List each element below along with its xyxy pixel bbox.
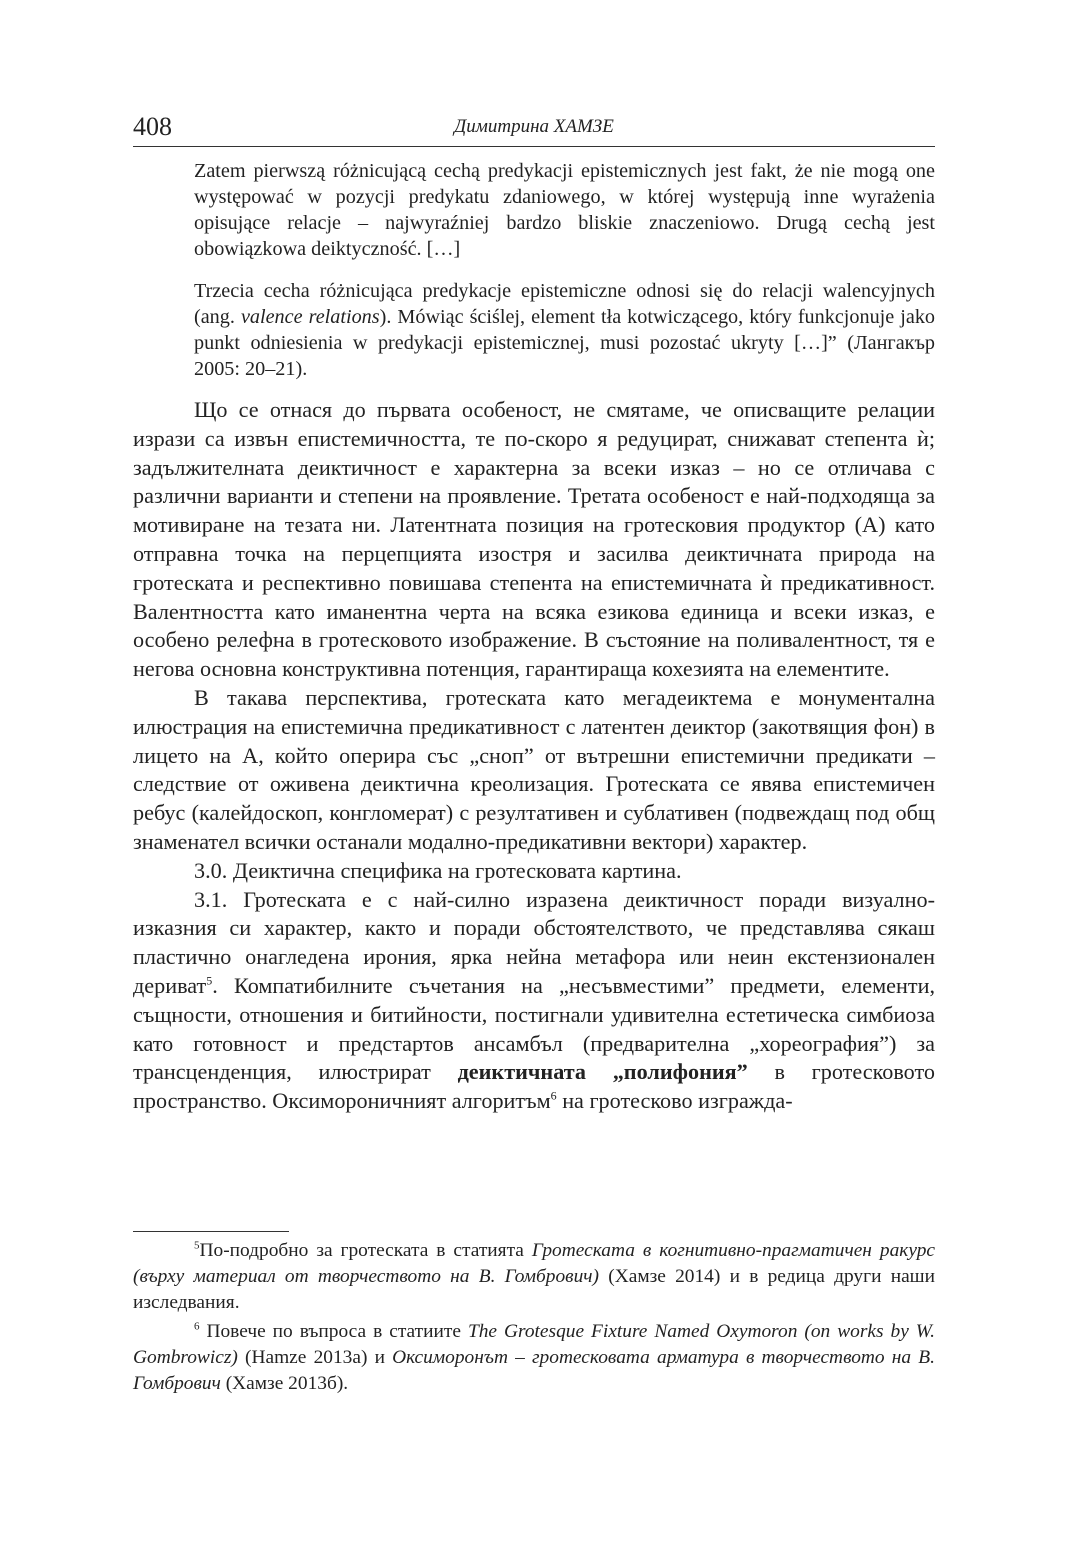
section-heading-3-0: 3.0. Деиктична специфика на гротесковата картина.	[194, 857, 682, 883]
footnote-ref-5[interactable]: 5	[206, 973, 213, 988]
body-text-span: 3.1. Гротеската е с най-силно изразена деиктичност поради визуално-изказния си характер, както и поради обстоятелството, че представлява сякаш пластично онагледена ирония, ярка нейна метафора или неин екстензионален дериват	[133, 886, 935, 998]
quote-text: Trzecia cecha różnicująca predykacje epistemiczne odnosi się do relacji walencyjnych (ang.	[194, 280, 935, 328]
body-text-span: на гротесково изгражда-	[556, 1088, 793, 1114]
footnote-6	[133, 1319, 935, 1397]
body-paragraph-2: В такава перспектива, гротеската като мегадеиктема е монументална илюстрация на епистемична предикативност с латентен деиктор (закотвящия фон) в лицето на А, който оперира със „сноп” от вътрешни епистемични предикати – следствие от оживена деиктична креолизация. Гротеската се явява епистемичен ребус (калейдоскоп, конгломерат) с резултативен и сублативен (подвеждащ под общ знаменател всички останали модално-предикативни вектори) характер.	[133, 684, 935, 854]
body-text	[133, 396, 935, 1116]
quote-text: ). Mówiąc ściślej, element tła kotwiczącego, który funkcjonuje jako punkt odniesienia w predykacji epistemicznej, musi pozostać ukryty […]” (Лангакър 2005: 20–21).	[194, 306, 936, 380]
footnote-text: (Hamze 2013a) и	[237, 1347, 393, 1368]
footnote-italic-title: The Grotesque Fixture Named Oxymoron (on works by W. Gombrowicz)	[133, 1321, 935, 1368]
footnote-5	[133, 1238, 935, 1316]
body-text-span: в гротесковото пространство. Оксимороничният алгоритъм	[133, 1059, 935, 1114]
body-paragraph-3-1	[133, 886, 935, 1116]
body-paragraph-1: Що се отнася до първата особеност, не смятаме, че описващите релации изрази са извън епистемичността, те по-скоро я редуцират, снижават степента ѝ; задължителната деиктичност е характерна за всеки изказ – но се отличава с различни варианти и степени на проявление. Третата особеност е най-подходяща за мотивиране на тезата ни. Латентната позиция на гротесковия продуктор (А) като отправна точка на перцепцията изостря и засилва деиктичната природа на гротеската и респективно повишава степента на епистемичната ѝ предикативност. Валентността като иманентна черта на всяка езикова единица и всеки изказ, е особено релефна в гротесковото изображение. В състояние на поливалентност, тя е негова основна конструктивна потенция, гарантираща кохезията на елементите.	[133, 397, 935, 682]
footnote-number: 5	[194, 1239, 200, 1252]
footnote-number: 6	[194, 1320, 200, 1333]
block-quote-paragraph-2	[194, 278, 935, 382]
body-text-span: . Компатибилните съчетания на „несъвместими” предмети, елементи, същности, отношения и битийности, постигнали удивителна естетическа симбиоза като готовност и предстартов ансамбъл (предварителна „хореография”) за трансценденция, илюстрират	[133, 972, 935, 1085]
footnote-text: (Хамзе 2013б).	[220, 1373, 349, 1394]
running-head: Димитрина ХАМЗЕ	[454, 116, 614, 137]
footnote-text: (Хамзе 2014) и в редица други наши изследвания.	[133, 1266, 935, 1313]
footnote-italic-title: Оксиморонът – гротесковата арматура в творчеството на В. Гомбрович	[133, 1347, 935, 1394]
footnote-text: Повече по въпроса в статиите	[199, 1321, 468, 1342]
page-header	[133, 110, 935, 147]
footnote-text: По-подробно за гротеската в статията	[199, 1240, 532, 1261]
quote-italic-term: valence relations	[240, 306, 380, 328]
block-quote-paragraph-1: Zatem pierwszą różnicującą cechą predykacji epistemicznych jest fakt, że nie mogą one występować w pozycji predykatu zdaniowego, w której występują inne wyrażenia opisujące relacje – najwyraźniej bardzo bliskie znaczeniowo. Drugą cechą jest obowiązkowa deiktyczność. […]	[194, 160, 935, 260]
footnote-ref-6[interactable]: 6	[550, 1088, 557, 1103]
page-number: 408	[133, 112, 172, 141]
footnote-italic-title: Гротеската в когнитивно-прагматичен ракурс (върху материал от творчеството на В. Гомбрович)	[133, 1240, 935, 1287]
bold-term: деиктичната „полифония”	[457, 1059, 748, 1085]
footnote-separator	[133, 1231, 289, 1232]
